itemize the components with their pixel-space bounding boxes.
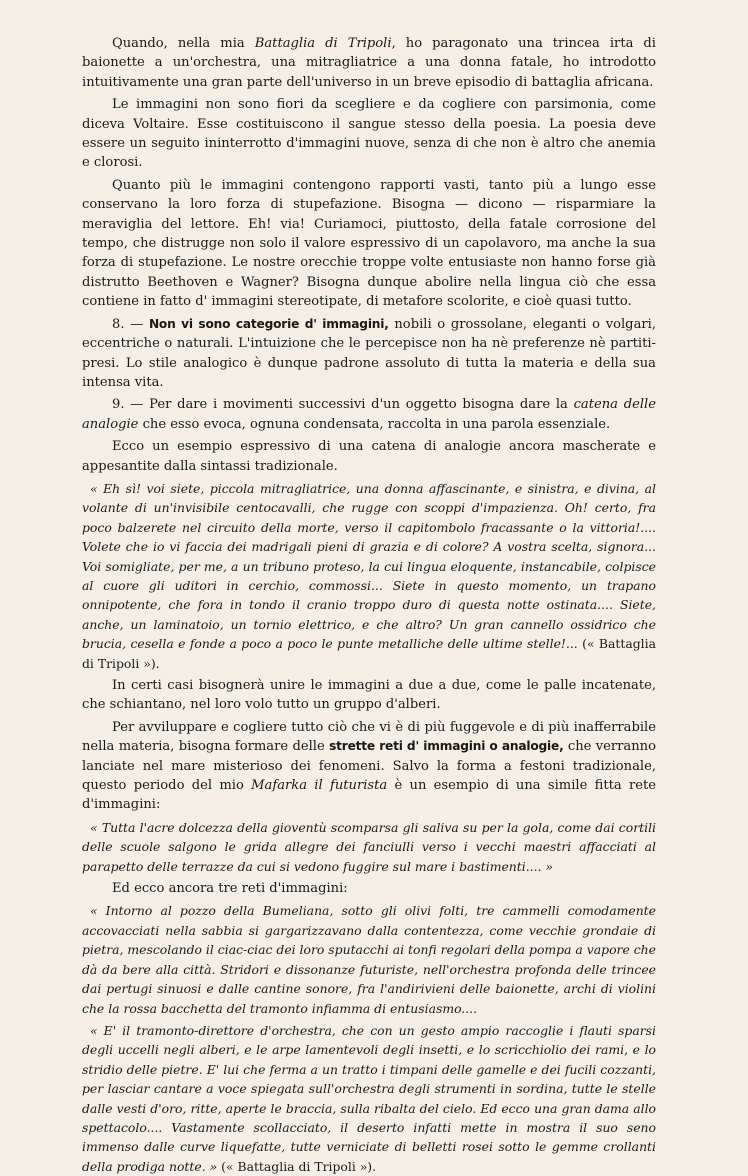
paragraph-rapporti-vasti: Quanto più le immagini contengono rapporti vasti, tanto più a lungo esse conservano la loro forza di stupefazione. Bisogna — dicono — risparmiare la meraviglia del lettore. Eh! via! Curiamoci, piuttosto, della fatale corrosione del tempo, che distrugge non solo il valore espressivo di un capolavoro, ma anche la sua forza di stupefazione. Le nostre orecchie troppe volte entusiaste non hanno forse già distrutto Beethoven e Wagner? Bisogna dunque abolire nella lingua ciò che essa contiene in fatto d' immagini stereotipate, di metafore scolorite, e cioè quasi tutto.	[82, 177, 656, 310]
phrase-catena-delle-analogie: catena delle analogie	[82, 397, 656, 432]
paragraph-immagini-fiori: Le immagini non sono fiori da scegliere e da cogliere con parsimonia, come diceva Voltaire. Esse costituiscono il sangue stesso della poesia. La poesia deve essere un seguito ininterrotto d'immagini nuove, senza di che non è altro che anemia e clorosi.	[82, 97, 656, 171]
quote-tramonto-direttore: « E' il tramonto-direttore d'orchestra, che con un gesto ampio raccoglie i flauti sparsi degli uccelli negli alberi, e le arpe lamentevoli degli insetti, e lo scricchiolio dei rami, e lo stridio delle pietre. E' lui che ferma a un tratto i timpani delle gamelle e dei fucili cozzanti, per lasciar cantare a voce spiegata sull'orchestra degli strumenti in sordina, tutte le stelle dalle vesti d'oro, ritte, aperte le braccia, sulla ribalta del cielo. Ed ecco una gran dama allo spettacolo.... Vastamente scollacciato, il deserto infatti mette in mostra il suo seno immenso dalle curve liquefatte, tutte verniciate di belletti rosei sotto le gemme crollanti della prodiga notte. » (« Battaglia di Tripoli »).	[82, 1022, 656, 1174]
title-mafarka-il-futurista: Mafarka il futurista	[251, 778, 388, 794]
bold-heading-categorie: Non vi sono categorie d' immagini,	[148, 316, 389, 331]
paragraph-tre-reti: Ed ecco ancora tre reti d'immagini:	[112, 881, 348, 897]
quote-source: (« Battaglia di Tripoli »).	[82, 636, 656, 671]
quote-pozzo-bumeliana: « Intorno al pozzo della Bumeliana, sotto gli olivi folti, tre cammelli comodamente accovacciati nella sabbia si gargarizzavano dalla contentezza, come vecchie grondaie di pietra, mescolando il ciac-ciac dei loro sputacchi ai tonfi regolari della pompa a vapore che dà da bere alla città. Stridori e dissonanze futuriste, nell'orchestra profonda delle trincee dai pertugi sinuosi e dalle cantine sonore, fra l'andirivieni delle baionette, archi di violini che la rossa bacchetta del tramonto infiamma di entusiasmo....	[82, 903, 656, 1016]
quote-mitragliatrice: « Eh sì! voi siete, piccola mitragliatrice, una donna affascinante, e sinistra, e divina, al volante di un'invisibile centocavalli, che rugge con scoppi d'impazienza. Oh! certo, fra poco balzerete nel circuito della morte, verso il capitombolo fracassante o la vittoria!.... Volete che io vi faccia dei madrigali pieni di grazia e di colore? A vostra scelta, signora... Voi somigliate, per me, a un tribuno proteso, la cui lingua eloquente, instancabile, colpisce al cuore gli uditori in cerchio, commossi... Siete in questo momento, un trapano onnipotente, che fora in tondo il cranio troppo duro di questa notte ostinata.... Siete, anche, un laminatoio, un tornio elettrico, e che altro? Un gran cannello ossidrico che brucia, cesella e fonde a poco a poco le punte metalliche delle ultime stelle!... (« Battaglia di Tripoli »).	[82, 480, 656, 671]
bold-heading-strette-reti: strette reti d' immagini o analogie,	[329, 739, 564, 754]
paragraph-esempio-catena: Ecco un esempio espressivo di una catena di analogie ancora mascherate e appesantite dalla sintassi tradizionale.	[82, 439, 656, 474]
paragraph-point-9: 9. — Per dare i movimenti successivi d'un oggetto bisogna dare la catena delle analogie che esso evoca, ognuna condensata, raccolta in una parola essenziale.	[82, 397, 656, 432]
paragraph-point-8: 8. — Non vi sono categorie d' immagini, nobili o grossolane, eleganti o volgari, eccentriche o naturali. L'intuizione che le percepisce non ha nè preferenze nè partiti-presi. Lo stile analogico è dunque padrone assoluto di tutta la materia e della sua intensa vita.	[82, 316, 656, 390]
paragraph-battaglia-intro: Quando, nella mia Battaglia di Tripoli, ho paragonato una trincea irta di baionette a un'orchestra, una mitragliatrice a una donna fatale, ho introdotto intuitivamente una gran parte dell'universo in un breve episodio di battaglia africana.	[82, 36, 656, 90]
quote-source: (« Battaglia di Tripoli »).	[217, 1158, 377, 1174]
paragraph-palle-incatenate: In certi casi bisognerà unire le immagini a due a due, come le palle incatenate, che schiantano, nel loro volo tutto un gruppo d'alberi.	[82, 678, 656, 713]
title-battaglia-di-tripoli: Battaglia di Tripoli	[254, 36, 392, 51]
quote-gioventu-scomparsa: « Tutta l'acre dolcezza della gioventù scomparsa gli saliva su per la gola, come dai cortili delle scuole salgono le grida allegre dei fanciulli verso i vecchi maestri affacciati al parapetto delle terrazze da cui si vedono fuggire sul mare i bastimenti.... »	[82, 819, 656, 874]
paragraph-reti-immagini: Per avviluppare e cogliere tutto ciò che vi è di più fuggevole e di più inafferrabile nella materia, bisogna formare delle strette reti d' immagini o analogie, che verranno lanciate nel mare misterioso dei fenomeni. Salvo la forma a festoni tradizionale, questo periodo del mio Mafarka il futurista è un esempio di una simile fitta rete d'immagini:	[82, 719, 657, 813]
